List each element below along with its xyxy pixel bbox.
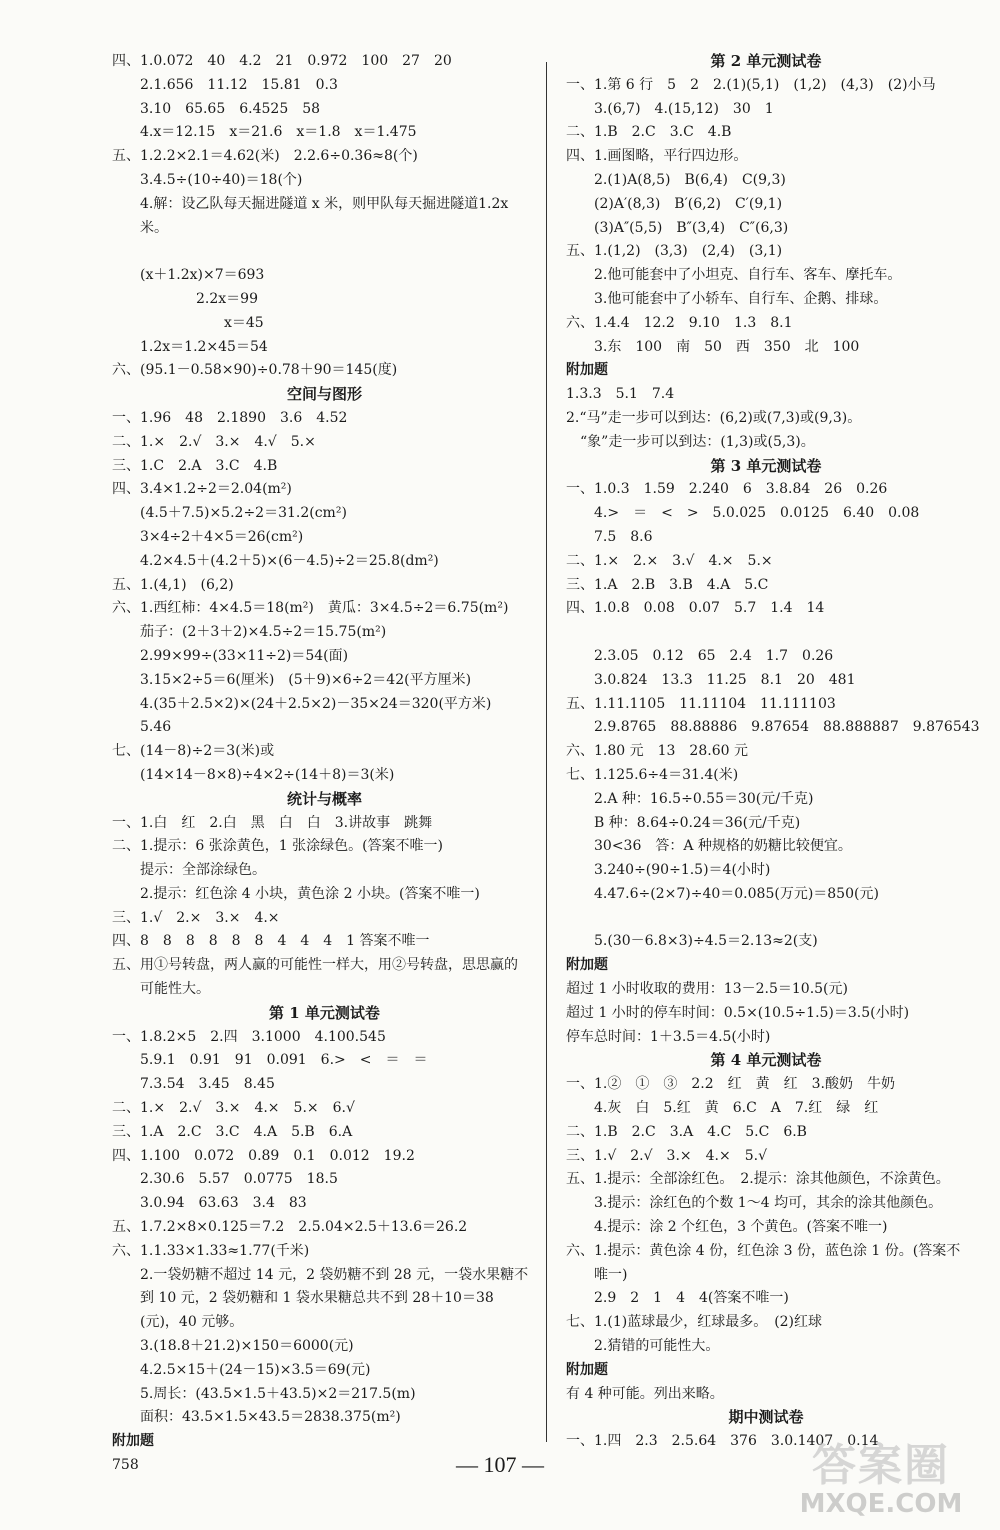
answer-line: 七、1.(1)蓝球最少，红球最多。 (2)红球: [566, 1314, 823, 1331]
answer-line: 3.他可能套中了小轿车、自行车、企鹅、排球。: [566, 290, 888, 307]
answer-line: 4.2.5×15＋(24－15)×3.5＝69(元): [112, 1361, 371, 1378]
answer-line: 3.15×2÷5＝6(厘米) (5＋9)×6÷2＝42(平方厘米): [112, 671, 472, 688]
answer-line: 二、1.× 2.× 3.√ 4.× 5.×: [566, 552, 773, 569]
answer-line: 三、1.C 2.A 3.C 4.B: [112, 457, 278, 474]
answer-line: 四、1.0.072 40 4.2 21 0.972 100 27 20: [112, 53, 452, 69]
answer-line: 四、1.0.8 0.08 0.07 5.7 1.4 14: [566, 600, 825, 617]
answer-line: 3.(6,7) 4.(15,12) 30 1: [566, 100, 774, 117]
answer-line: 4.47.6÷(2×7)÷40＝0.085(万元)＝850(元): [566, 885, 879, 902]
answer-line: 2.99×99÷(33×11÷2)＝54(面): [112, 647, 349, 664]
answer-line: 4.(35＋2.5×2)×(24＋2.5×2)－35×24＝320(平方米): [112, 695, 492, 712]
answer-line: 4.解：设乙队每天掘进隧道 x 米，则甲队每天掘进隧道1.2x: [112, 195, 509, 212]
answer-line: 3.0.94 63.63 3.4 83: [112, 1195, 307, 1212]
answer-line: 30<36 答：A 种规格的奶糖比较便宜。: [566, 838, 852, 855]
answer-line: 2.“马”走一步可以到达：(6,2)或(7,3)或(9,3)。: [566, 409, 862, 426]
answer-line: 唯一): [566, 1266, 628, 1283]
answer-line: 提示：全部涂绿色。: [112, 862, 266, 879]
section-heading: 第 4 单元测试卷: [710, 1051, 822, 1070]
subsection-label: 附加题: [112, 1433, 154, 1450]
answer-line: 1.3.3 5.1 7.4: [566, 386, 675, 403]
answer-line: (4.5＋7.5)×5.2÷2＝31.2(cm²): [112, 505, 347, 522]
answer-line: 4.> ＝ < > 5.0.025 0.0125 6.40 0.08: [566, 505, 920, 522]
answer-line: 二、1.B 2.C 3.A 4.C 5.C 6.B: [566, 1123, 807, 1140]
page-number: — 107 —: [456, 1452, 544, 1477]
answer-line: 米。: [112, 219, 168, 236]
answer-line: 二、1.× 2.√ 3.× 4.× 5.× 6.√: [112, 1100, 355, 1117]
section-heading: 统计与概率: [286, 789, 362, 808]
answer-line: x＝45: [112, 314, 264, 331]
answer-line: 3.(18.8＋21.2)×150＝6000(元): [112, 1338, 354, 1355]
answer-line: 2.(1)A(8,5) B(6,4) C(9,3): [566, 171, 786, 188]
section-heading: 空间与图形: [286, 385, 362, 404]
answer-line: “象”走一步可以到达：(1,3)或(5,3)。: [566, 433, 815, 450]
column-divider: [546, 62, 547, 1442]
answer-line: 3.4.5÷(10÷40)＝18(个): [112, 171, 303, 188]
left-column: [112, 50, 537, 1478]
answer-line: 六、1.80 元 13 28.60 元: [566, 743, 748, 760]
answer-line: 一、1.白 红 2.白 黑 白 白 3.讲故事 跳舞: [112, 814, 433, 831]
site-watermark: [776, 1442, 986, 1522]
answer-line: 4.x＝12.15 x＝21.6 x＝1.8 x＝1.475: [112, 124, 417, 141]
answer-line: 2.A 种：16.5÷0.55＝30(元/千克): [566, 790, 814, 807]
answer-line: 六、1.西红柿：4×4.5＝18(m²) 黄瓜：3×4.5÷2＝6.75(m²): [112, 600, 509, 617]
answer-line: 一、1.8.2×5 2.四 3.1000 4.100.545: [112, 1028, 386, 1045]
answer-line: [566, 907, 966, 931]
answer-line: 四、3.4×1.2÷2＝2.04(m²): [112, 481, 292, 498]
answer-line: 758: [112, 1457, 139, 1474]
section-heading: 第 2 单元测试卷: [710, 52, 822, 70]
answer-line: 一、1.第 6 行 5 2 2.(1)(5,1) (1,2) (4,3) (2)小马: [566, 76, 936, 93]
answer-line: 2.提示：红色涂 4 小块，黄色涂 2 小块。(答案不唯一): [112, 885, 480, 902]
watermark-url: MXQE.COM: [799, 1489, 963, 1519]
answer-line: (2)A′(8,3) B′(6,2) C′(9,1): [566, 195, 783, 212]
answer-line: 2.2x＝99: [112, 290, 258, 307]
answer-line: 超过 1 小时收取的费用：13－2.5＝10.5(元): [566, 981, 848, 998]
answer-line: 5.9.1 0.91 91 0.091 6.> < ＝ ＝: [112, 1052, 428, 1069]
answer-line: (元)，40 元够。: [112, 1314, 244, 1331]
answer-line: 有 4 种可能。列出来略。: [566, 1385, 724, 1402]
answer-line: 2.他可能套中了小坦克、自行车、客车、摩托车。: [566, 267, 902, 284]
answer-line: (3)A″(5,5) B″(3,4) C″(6,3): [566, 219, 789, 236]
answer-line: 四、8 8 8 8 8 8 4 4 4 1 答案不唯一: [112, 933, 430, 950]
answer-line: 五、1.(1,2) (3,3) (2,4) (3,1): [566, 243, 783, 260]
answer-line: 二、1.B 2.C 3.C 4.B: [566, 124, 732, 141]
answer-line: 2.一袋奶糖不超过 14 元，2 袋奶糖不到 28 元，一袋水果糖不: [112, 1266, 529, 1283]
answer-line: 六、1.4.4 12.2 9.10 1.3 8.1: [566, 314, 793, 331]
answer-line: 三、1.A 2.B 3.B 4.A 5.C: [566, 576, 769, 593]
answer-line: 茄子：(2＋3＋2)×4.5÷2＝15.75(m²): [112, 624, 387, 641]
answer-line: (14×14－8×8)÷4×2÷(14＋8)＝3(米): [112, 766, 395, 783]
answer-line: 4.灰 白 5.红 黄 6.C A 7.红 绿 红: [566, 1100, 879, 1117]
section-heading: 第 1 单元测试卷: [269, 1003, 380, 1022]
section-heading: 期中测试卷: [728, 1408, 804, 1427]
answer-line: [112, 240, 537, 264]
answer-line: 三、1.√ 2.× 3.× 4.×: [112, 909, 280, 926]
answer-line: 二、1.× 2.√ 3.× 4.√ 5.×: [112, 433, 316, 450]
answer-line: B 种：8.64÷0.24＝36(元/千克): [566, 814, 801, 831]
answer-line: 五、1.11.1105 11.11104 11.111103: [566, 695, 836, 712]
answer-line: 可能性大。: [112, 981, 210, 998]
answer-line: 7.5 8.6: [566, 528, 653, 545]
answer-line: 2.猜错的可能性大。: [566, 1338, 720, 1355]
answer-line: 一、1.四 2.3 2.5.64 376 3.0.1407 0.14: [566, 1433, 879, 1450]
subsection-label: 附加题: [566, 362, 608, 379]
answer-line: [566, 621, 966, 645]
answer-line: 六、(95.1－0.58×90)÷0.78＋90＝145(度): [112, 362, 398, 379]
answer-line: 五、1.(4,1) (6,2): [112, 576, 234, 593]
watermark-logo-text: 答案圈: [812, 1440, 950, 1491]
answer-line: 3.东 100 南 50 西 350 北 100: [566, 338, 860, 355]
answer-line: 三、1.A 2.C 3.C 4.A 5.B 6.A: [112, 1123, 353, 1140]
answer-line: 2.1.656 11.12 15.81 0.3: [112, 76, 338, 93]
answer-line: 五、1.7.2×8×0.125＝7.2 2.5.04×2.5＋13.6＝26.2: [112, 1219, 468, 1236]
answer-line: 5.46: [112, 719, 172, 736]
answer-line: 3.240÷(90÷1.5)＝4(小时): [566, 862, 771, 879]
answer-line: 1.2x＝1.2×45＝54: [112, 338, 268, 355]
answer-line: 3.0.824 13.3 11.25 8.1 20 481: [566, 671, 856, 688]
answer-line: 面积：43.5×1.5×43.5＝2838.375(m²): [112, 1409, 401, 1426]
answer-line: 4.提示：涂 2 个红色，3 个黄色。(答案不唯一): [566, 1219, 888, 1236]
answer-line: 五、1.提示：全部涂红色。 2.提示：涂其他颜色，不涂黄色。: [566, 1171, 950, 1188]
answer-line: 五、1.2.2×2.1＝4.62(米) 2.2.6÷0.36≈8(个): [112, 148, 418, 165]
answer-line: 2.9 2 1 4 4(答案不唯一): [566, 1290, 789, 1307]
answer-line: 六、1.提示：黄色涂 4 份，红色涂 3 份，蓝色涂 1 份。(答案不: [566, 1242, 961, 1259]
section-heading: 第 3 单元测试卷: [710, 456, 822, 475]
subsection-label: 附加题: [566, 1361, 608, 1378]
answer-line: 二、1.提示：6 张涂黄色，1 张涂绿色。(答案不唯一): [112, 838, 443, 855]
answer-line: 2.9.8765 88.88886 9.87654 88.888887 9.876543: [566, 719, 980, 736]
answer-line: 一、1.96 48 2.1890 3.6 4.52: [112, 409, 348, 426]
answer-line: 5.周长：(43.5×1.5＋43.5)×2＝217.5(m): [112, 1385, 416, 1402]
subsection-label: 附加题: [566, 957, 608, 974]
answer-line: 一、1.0.3 1.59 2.240 6 3.8.84 26 0.26: [566, 481, 888, 498]
answer-line: (x＋1.2x)×7＝693: [112, 267, 265, 284]
answer-line: 超过 1 小时的停车时间：0.5×(10.5÷1.5)＝3.5(小时): [566, 1004, 910, 1021]
answer-line: 5.(30－6.8×3)÷4.5＝2.13≈2(支): [566, 933, 818, 950]
answer-line: 3.10 65.65 6.4525 58: [112, 100, 321, 117]
right-column: [566, 50, 980, 1454]
answer-line: 到 10 元，2 袋奶糖和 1 袋水果糖总共不到 28＋10＝38: [112, 1290, 494, 1307]
answer-line: 四、1.100 0.072 0.89 0.1 0.012 19.2: [112, 1147, 415, 1164]
answer-line: 3×4÷2＋4×5＝26(cm²): [112, 528, 304, 545]
answer-line: 三、1.√ 2.√ 3.× 4.× 5.√: [566, 1147, 768, 1164]
answer-line: 六、1.1.33×1.33≈1.77(千米): [112, 1242, 310, 1259]
answer-line: 3.提示：涂红色的个数 1～4 均可，其余的涂其他颜色。: [566, 1195, 943, 1212]
answer-line: 七、(14－8)÷2＝3(米)或: [112, 743, 275, 760]
answer-line: 五、用①号转盘，两人赢的可能性一样大，用②号转盘，思思赢的: [112, 957, 518, 974]
answer-line: 2.3.05 0.12 65 2.4 1.7 0.26: [566, 647, 834, 664]
answer-line: 2.30.6 5.57 0.0775 18.5: [112, 1171, 338, 1188]
answer-line: 七、1.125.6÷4＝31.4(米): [566, 766, 739, 783]
answer-line: 7.3.54 3.45 8.45: [112, 1076, 275, 1093]
answer-line: 4.2×4.5＋(4.2＋5)×(6－4.5)÷2＝25.8(dm²): [112, 552, 439, 569]
answer-line: 四、1.画图略，平行四边形。: [566, 148, 748, 165]
answer-line: 停车总时间：1＋3.5＝4.5(小时): [566, 1028, 771, 1045]
answer-line: 一、1.② ① ③ 2.2 红 黄 红 3.酸奶 牛奶: [566, 1076, 895, 1093]
